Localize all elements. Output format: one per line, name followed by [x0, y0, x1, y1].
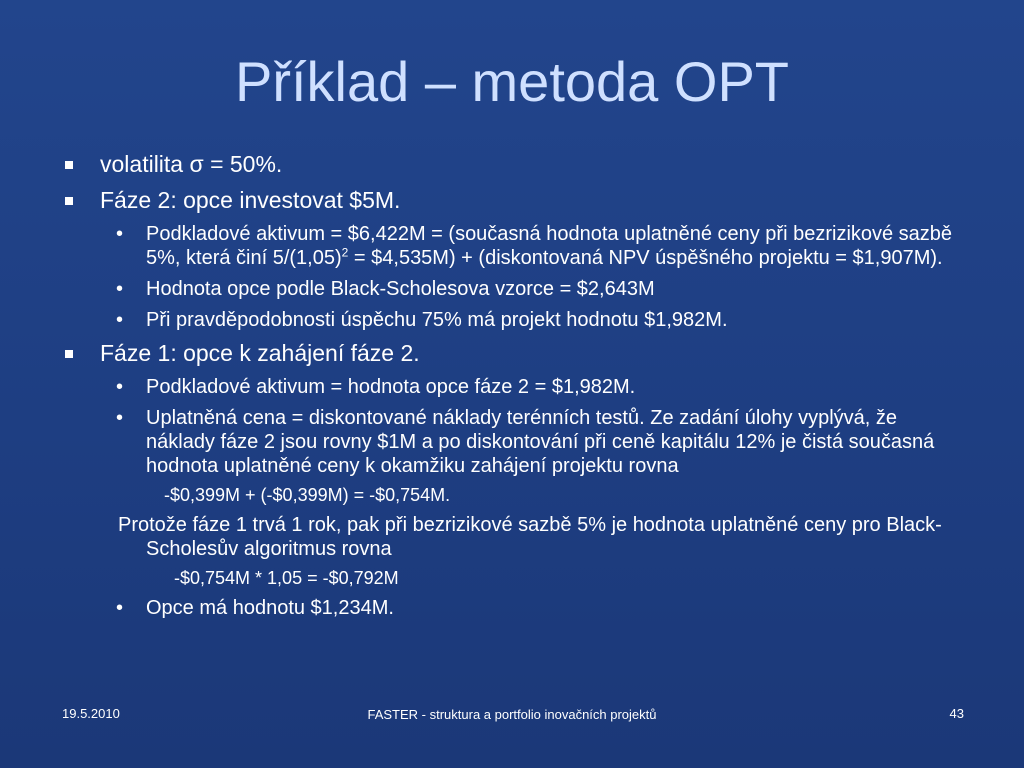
- sub-bullet-text-cont: = $4,535M) + (diskontovaná NPV úspěšného projektu = $1,907M).: [348, 247, 943, 269]
- sub-bullet-underlying-asset-phase1: [62, 375, 962, 399]
- dot-bullet-icon: •: [116, 309, 124, 331]
- footer-date: 19.5.2010: [62, 706, 120, 721]
- dot-bullet-icon: •: [116, 278, 124, 300]
- sub-bullet-text: Při pravděpodobnosti úspěchu 75% má projekt hodnotu $1,982M.: [146, 309, 728, 331]
- slide-number: 43: [949, 706, 964, 721]
- sub-bullet-option-value: [62, 277, 962, 301]
- bullet-phase-2: [62, 186, 962, 215]
- slide-content: [62, 150, 962, 627]
- slide-title: Příklad – metoda OPT: [234, 50, 789, 113]
- bullet-text: volatilita σ = 50%.: [100, 151, 283, 177]
- calculation-line-2: -$0,754M * 1,05 = -$0,792M: [174, 568, 399, 588]
- paragraph-phase1-duration: [62, 513, 962, 561]
- square-bullet-icon: [65, 161, 73, 169]
- sub-bullet-underlying-asset: [62, 222, 962, 270]
- paragraph-text: Protože fáze 1 trvá 1 rok, pak při bezrizikové sazbě 5% je hodnota uplatněné ceny pro Black-Scholesův algoritmus rovna: [118, 514, 942, 560]
- sub-bullet-text: Opce má hodnotu $1,234M.: [146, 597, 394, 619]
- sub-bullet-text: Podkladové aktivum = hodnota opce fáze 2 = $1,982M.: [146, 376, 636, 398]
- square-bullet-icon: [65, 350, 73, 358]
- bullet-volatility: [62, 150, 962, 179]
- exponent: 2: [341, 245, 349, 260]
- bullet-text: Fáze 1: opce k zahájení fáze 2.: [100, 340, 420, 366]
- footer-title: FASTER - struktura a portfolio inovačních projektů: [367, 707, 657, 722]
- bullet-text: Fáze 2: opce investovat $5M.: [100, 187, 401, 213]
- sub-bullet-text: Hodnota opce podle Black-Scholesova vzorce = $2,643M: [146, 278, 655, 300]
- dot-bullet-icon: •: [116, 597, 124, 619]
- dot-bullet-icon: •: [116, 223, 124, 245]
- sub-bullet-option-result: [62, 596, 962, 620]
- dot-bullet-icon: •: [116, 407, 124, 429]
- sub-bullet-exercise-price: [62, 406, 962, 478]
- sub-bullet-text: Podkladové aktivum = $6,422M = (současná hodnota uplatněné ceny při bezrizikové sazbě 5%, která činí 5/(1,05): [146, 223, 953, 269]
- bullet-phase-1: [62, 339, 962, 368]
- dot-bullet-icon: •: [116, 376, 124, 398]
- square-bullet-icon: [65, 197, 73, 205]
- sub-bullet-text: Uplatněná cena = diskontované náklady terénních testů. Ze zadání úlohy vyplývá, že náklady fáze 2 jsou rovny $1M a po diskontování při ceně kapitálu 12% je čistá současná hodnota uplatněné ceny k okamžiku zahájení projektu rovna: [146, 407, 935, 477]
- calculation-line: -$0,399M + (-$0,399M) = -$0,754M.: [164, 485, 451, 505]
- sub-bullet-probability: [62, 308, 962, 332]
